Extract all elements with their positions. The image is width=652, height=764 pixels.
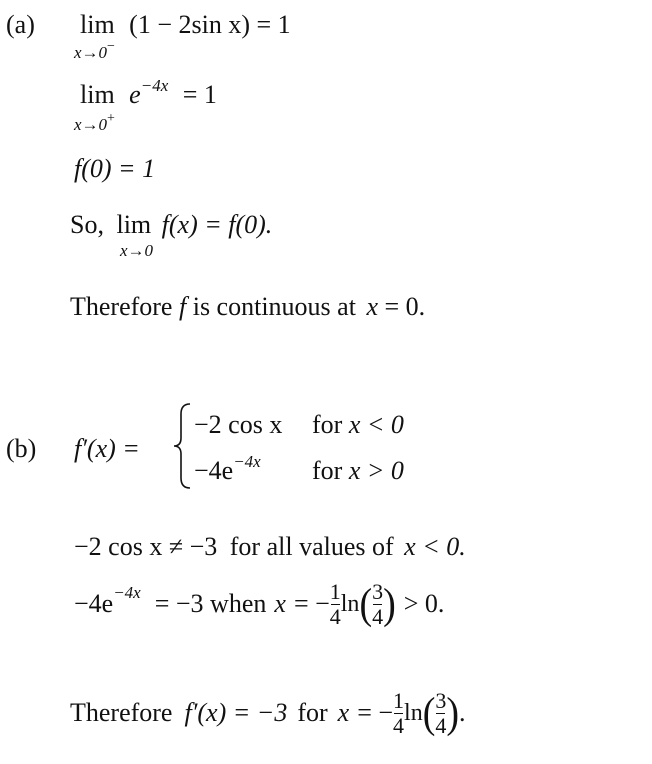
part-a-label: (a) [6, 10, 35, 39]
right-paren-icon: ) [446, 688, 460, 738]
left-brace-icon [172, 402, 194, 490]
a-line4-expr: f(x) = f(0). [161, 210, 273, 239]
a-line4 [70, 212, 272, 238]
fraction: $\frac{1}{4}$ [393, 688, 405, 738]
a-line2-exponent: −4x [140, 76, 169, 95]
b-line1: −2 cos x ≠ −3 for all values of x < 0. [74, 532, 466, 561]
lim-operator: lim [80, 10, 115, 39]
b-case2-cond: for x > 0 [312, 456, 404, 485]
a-line1-expr: (1 − 2sin x) = 1 [129, 10, 291, 39]
fraction: $\frac{3}{4}$ [435, 688, 447, 738]
b-case2-expr: $-4e^{-4x}$ [194, 452, 261, 485]
a-line3: f(0) = 1 [74, 154, 156, 183]
a-line2 [80, 76, 217, 109]
a-conclusion: Therefore f is continuous at x = 0. [70, 292, 426, 321]
lim-operator: lim [116, 210, 152, 239]
a-line2-base: e [129, 80, 141, 109]
a-line2-subscript: x→0+ [74, 111, 115, 134]
fraction: $\frac{3}{4}$ [372, 579, 384, 629]
a-line1-subscript: x→0− [74, 39, 115, 62]
so-text: So, [70, 210, 104, 239]
left-paren-icon: ( [422, 688, 436, 738]
part-b-label: (b) [6, 434, 37, 463]
a-line4-subscript: x→0 [120, 241, 154, 260]
lim-operator: lim [80, 80, 115, 109]
right-paren-icon: ) [383, 579, 396, 629]
b-lhs: f′(x) = [74, 434, 140, 463]
b-line2: −4e −4x = −3 when x = − $\frac{1}{4}$ ln ( $\frac{3}{4}$ ) > 0. [74, 579, 445, 629]
fraction: $\frac{1}{4}$ [329, 579, 341, 629]
a-line2-rhs: = 1 [182, 80, 217, 109]
b-conclusion: Therefore f′(x) = −3 for x = − $\frac{1}{4}$ ln ( $\frac{3}{4}$ ) . [70, 688, 466, 738]
b-case1-expr: −2 cos x [194, 410, 283, 439]
left-paren-icon: ( [359, 579, 373, 629]
b-case1-cond: for x < 0 [312, 410, 404, 439]
a-line1 [80, 12, 291, 38]
